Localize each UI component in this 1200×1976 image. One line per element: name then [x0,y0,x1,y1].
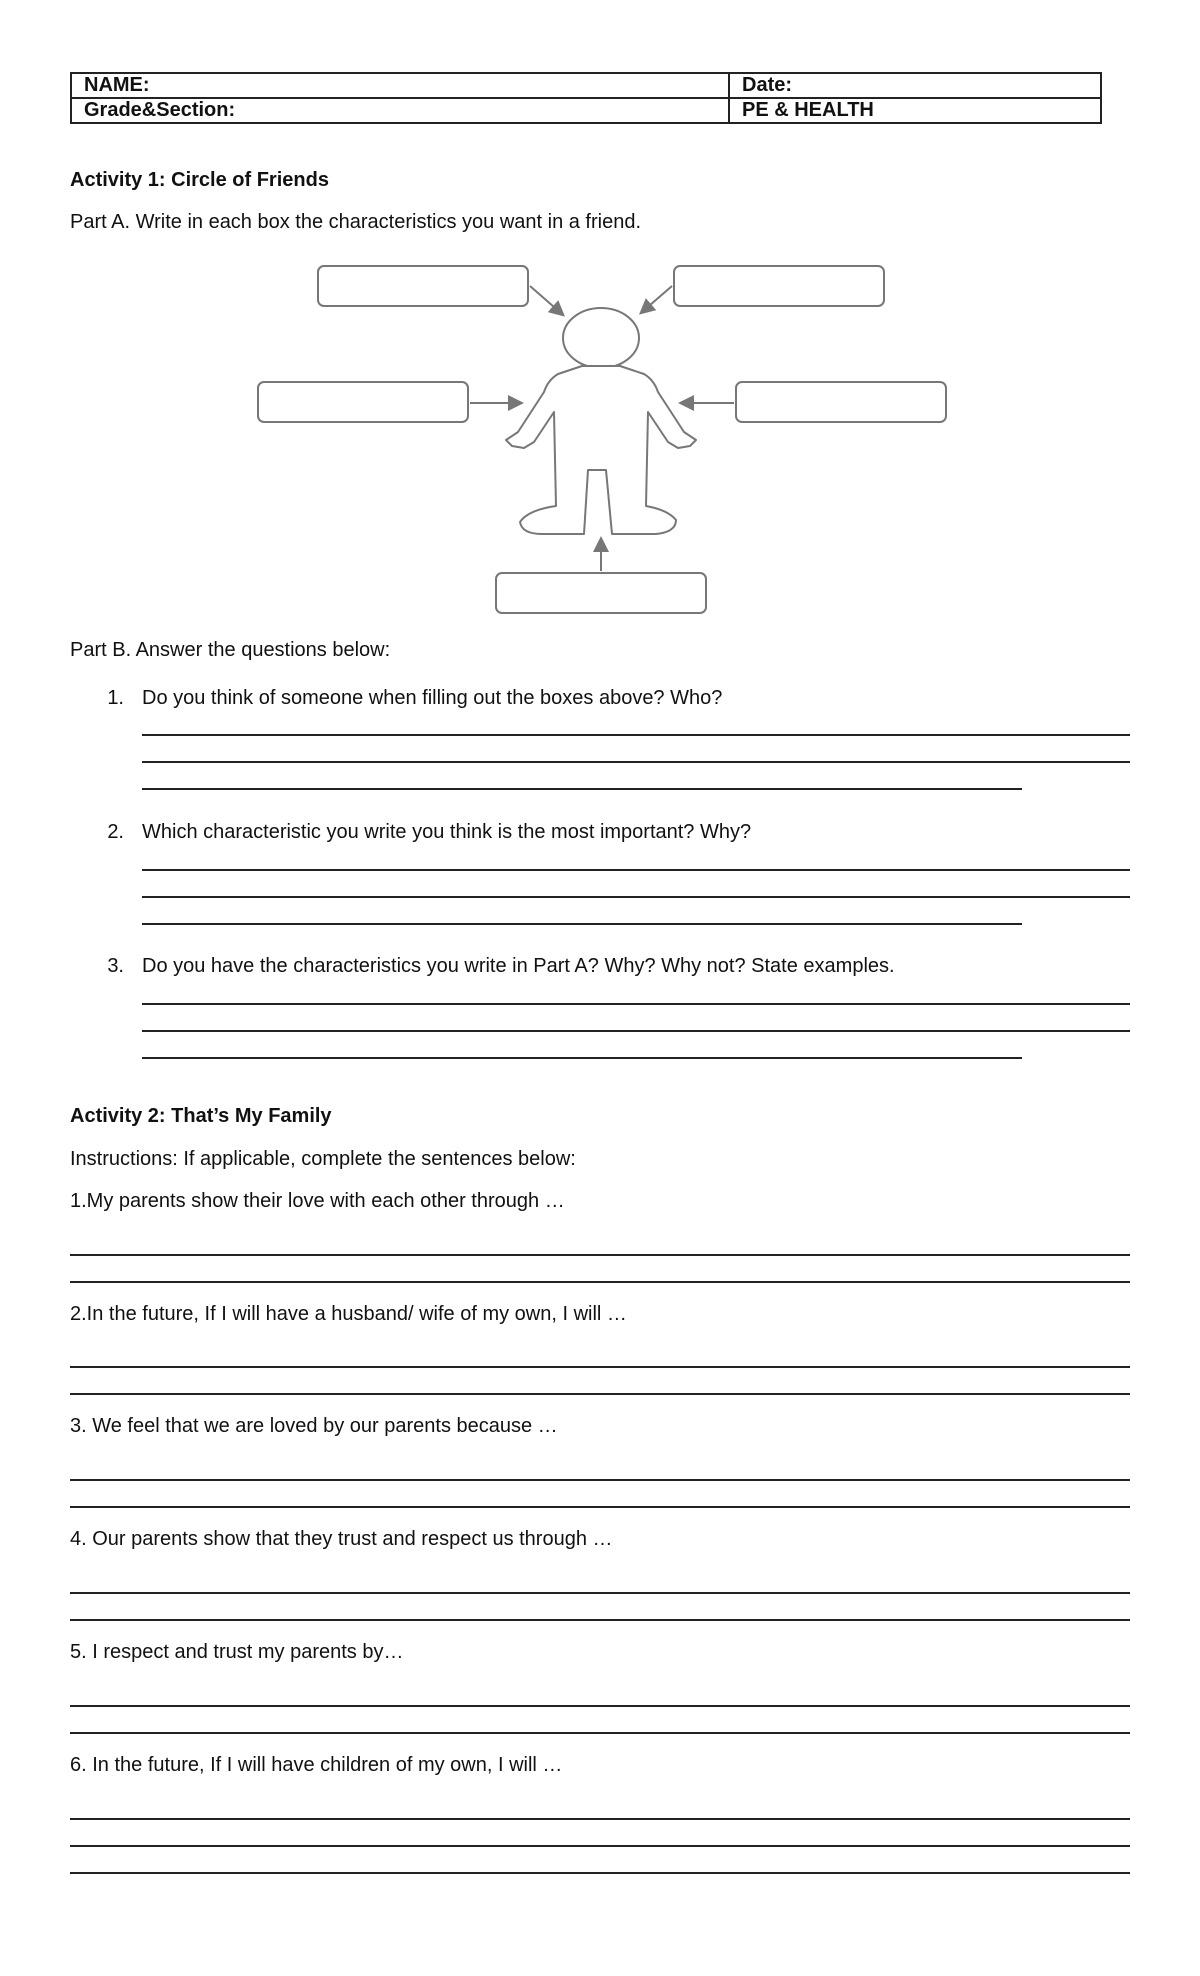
sentence-prompt: 2.In the future, If I will have a husband/ wife of my own, I will … [70,1303,627,1325]
sentence-prompt: 3. We feel that we are loved by our parents because … [70,1415,558,1437]
subject-label: PE & HEALTH [729,98,1101,123]
answer-line[interactable] [70,1506,1130,1508]
answer-box-bottom[interactable] [496,573,706,613]
answer-box-top-left[interactable] [318,266,528,306]
sentence-prompt: 6. In the future, If I will have children of my own, I will … [70,1754,563,1776]
answer-line[interactable] [70,1732,1130,1734]
answer-line[interactable] [70,1592,1130,1594]
answer-line[interactable] [70,1845,1130,1847]
question-number: 3. [107,955,124,977]
answer-box-top-right[interactable] [674,266,884,306]
question-text: Do you have the characteristics you write in Part A? Why? Why not? State examples. [142,955,895,977]
answer-line[interactable] [142,788,1022,790]
part-a-instruction: Part A. Write in each box the characteristics you want in a friend. [70,211,642,233]
answer-line[interactable] [70,1366,1130,1368]
answer-box-middle-right[interactable] [736,382,946,422]
answer-line[interactable] [70,1872,1130,1874]
arrow-top-right [642,286,672,312]
answer-line[interactable] [142,923,1022,925]
activity1-title: Activity 1: Circle of Friends [70,169,329,191]
sentence-prompt: 4. Our parents show that they trust and respect us through … [70,1528,613,1550]
activity2-instructions: Instructions: If applicable, complete the sentences below: [70,1148,576,1170]
question-number: 1. [107,687,124,709]
question-text: Which characteristic you write you think is the most important? Why? [142,821,752,843]
answer-line[interactable] [142,761,1130,763]
answer-line[interactable] [142,869,1130,871]
answer-line[interactable] [70,1818,1130,1820]
answer-line[interactable] [142,1030,1130,1032]
sentence-prompt: 1.My parents show their love with each other through … [70,1190,565,1212]
answer-line[interactable] [142,734,1130,736]
answer-line[interactable] [70,1393,1130,1395]
answer-line[interactable] [70,1619,1130,1621]
name-field[interactable]: NAME: [71,73,729,98]
part-b-instruction: Part B. Answer the questions below: [70,639,391,661]
grade-section-field[interactable]: Grade&Section: [71,98,729,123]
question-text: Do you think of someone when filling out the boxes above? Who? [142,687,723,709]
friend-characteristics-diagram [0,0,1200,630]
activity2-title: Activity 2: That’s My Family [70,1105,332,1127]
sentence-prompt: 5. I respect and trust my parents by… [70,1641,404,1663]
answer-line[interactable] [70,1705,1130,1707]
answer-box-middle-left[interactable] [258,382,468,422]
person-outline-icon [506,308,696,534]
answer-line[interactable] [142,1003,1130,1005]
question-number: 2. [107,821,124,843]
answer-line[interactable] [142,896,1130,898]
answer-line[interactable] [142,1057,1022,1059]
answer-line[interactable] [70,1254,1130,1256]
answer-line[interactable] [70,1281,1130,1283]
answer-line[interactable] [70,1479,1130,1481]
arrow-top-left [530,286,562,314]
date-field[interactable]: Date: [729,73,1101,98]
